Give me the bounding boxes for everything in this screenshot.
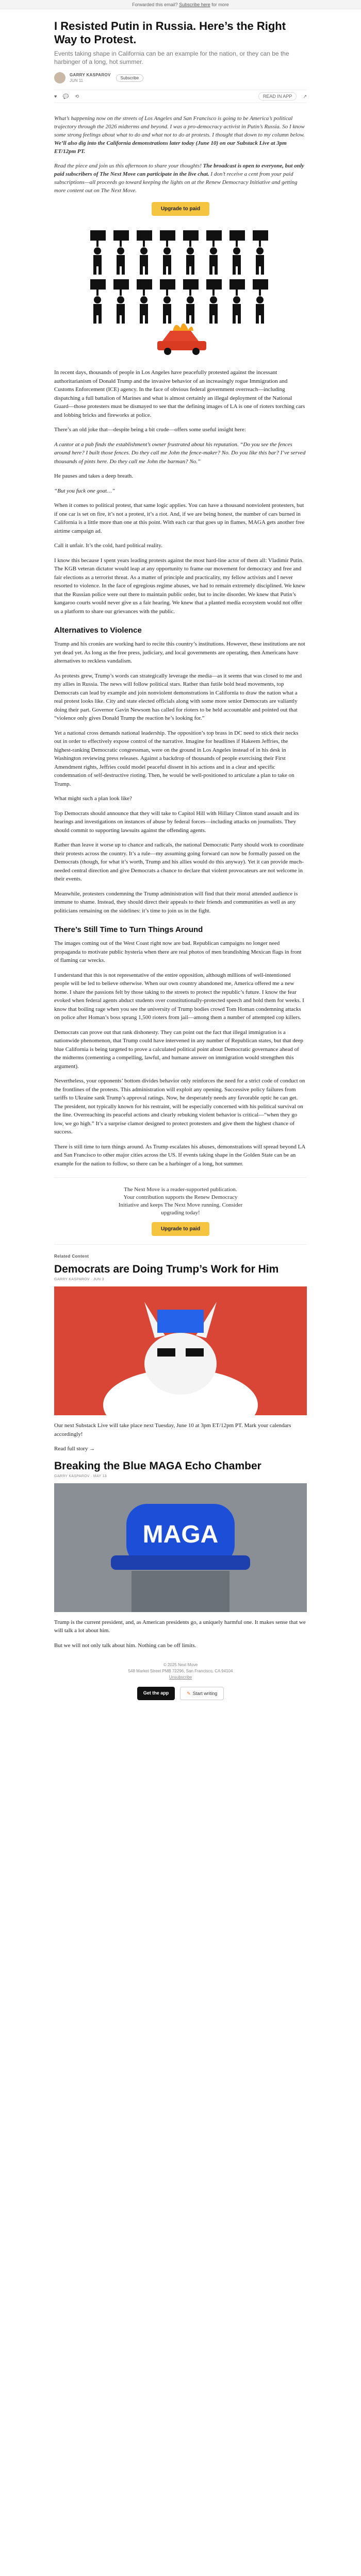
get-app-button[interactable]: Get the app <box>137 1687 175 1700</box>
paragraph-3: He pauses and takes a deep breath. <box>54 473 134 479</box>
start-writing-label: Start writing <box>192 1691 218 1696</box>
paragraph-14: The images coming out of the West Coast right now are bad. Republican campaigns no longer need propaganda to motivate public hysteria when there are real photos of men brandishing Mexican flags in front of flaming car wrecks. <box>54 940 302 963</box>
paragraph-13: Meanwhile, protesters condemning the Trump administration will find that their moral attended audience is immune to shame. Instead, they should direct their appeals to their friends and communities as well as any politicians remaining on the sidelines: it’s time to join us in the fight. <box>54 890 298 914</box>
related-item-2[interactable] <box>54 1460 307 1650</box>
subscribe-link[interactable]: Subscribe here <box>179 2 210 7</box>
paragraph-8: As protests grew, Trump’s words can strategically leverage the media—as it seems that was closed to me and my allies in Russia. The news will follow political stars. Rather than futile bold head movements, top Democrats can lead by example and join nonviolent demonstrations in California to draw the nation what a real protest looks like. City and state elected officials along with some more senior Democrats are valiantly doing their part. Governor Gavin Newsom has called for rioters to be held accountable and pointed out that “violence only gives Donald Trump the reaction he’s looking for.” <box>54 672 302 721</box>
subscribe-button[interactable]: Subscribe <box>116 74 144 82</box>
paragraph-17: Nevertheless, your opponents’ bottom divides behavior only reinforces the need for a strict code of conduct on the frontlines of the protests. This administration will exploit any opening. Successive policy failures from tariffs to Ukraine sank Trump’s approval ratings. Now, he desperately needs any favorable optic he can get. The president, not typically known for his restraint, will be especially concerned with his political survival on the line. Overreaching its peaceful actions and clearly rebuking violent behavior is critical—“when they go low, we go high.” It’s a surprise clamor designed to protect protesters and give them the highest chance of success. <box>54 1078 305 1135</box>
read-in-app-button[interactable]: READ IN APP <box>258 92 297 100</box>
upgrade-button[interactable]: Upgrade to paid <box>152 202 209 216</box>
author-name[interactable]: GARRY KASPAROV <box>70 73 111 77</box>
related-title-2[interactable]: Breaking the Blue MAGA Echo Chamber <box>54 1460 261 1472</box>
author-avatar[interactable] <box>54 72 65 83</box>
unsubscribe-link[interactable]: Unsubscribe <box>169 1675 192 1680</box>
paragraph-6: I know this because I spent years leading protests against the most hard-line actor of them all: Vladimir Putin. The KGB veteran dictator would leap at any opportunity to frame our movement for democracy and free and fair elections as a terrorist threat. As a matter of principle and practicality, my fellow activists and I never resorted to violence. In the face of egregious regime abuses, we had to remain extremely disciplined. We knew that the Russian police were out there to maintain public order, but to incite disorder. We knew that Putin’s kangaroo courts would never give us a fair hearing. We knew that a planted media ecosystem would not offer us a platform to share our grievances with the public. <box>54 557 306 615</box>
donkey-head <box>144 1333 217 1395</box>
sunglasses-left <box>157 1348 175 1357</box>
comment-icon: 💬 <box>63 93 69 99</box>
restack-icon: ⟲ <box>75 93 79 99</box>
byline <box>54 72 307 83</box>
post-subtitle: Events taking shape in California can be an example for the nation, or they can be the harbinger of a long, hot summer. <box>54 50 289 65</box>
subscription-promo <box>54 1177 307 1245</box>
forward-banner <box>0 0 361 9</box>
post-title: I Resisted Putin in Russia. Here’s the Right Way to Protest. <box>54 20 286 46</box>
intro-bold-2: The broadcast is open to everyone, but only paid subscribers of The Next Move can participate in the live chat. <box>54 163 304 177</box>
related-image-1[interactable] <box>54 1286 307 1415</box>
paragraph-punchline: “But you fuck one goat…” <box>54 487 115 494</box>
forward-text: Forwarded this email? <box>132 2 178 7</box>
intro-paragraph-1 <box>54 114 307 156</box>
paragraph-2: There’s an old joke that—despite being a bit crude—offers some useful insight here: <box>54 427 246 433</box>
sunglasses-right <box>186 1348 204 1357</box>
section-heading-alternatives: Alternatives to Violence <box>54 626 142 635</box>
restack-button[interactable] <box>75 94 79 99</box>
intro-text-3: I don’t receive a cent from your paid subscriptions—all proceeds go toward keeping the lights on at the Renew Democracy Initiative and getting more content out on The Next Move. <box>54 171 298 194</box>
footer-buttons <box>54 1687 307 1700</box>
promo-line-3: Initiative and keeps The Next Move running. Consider <box>118 1202 243 1208</box>
footer <box>54 1662 307 1700</box>
intro-note <box>54 114 307 195</box>
related-sub-2: But we will not only talk about him. Nothing can be off limits. <box>54 1642 196 1649</box>
related-item-1[interactable] <box>54 1263 307 1453</box>
burning-car <box>157 324 206 355</box>
paragraph-joke: A cantor at a pub finds the establishment’s owner frustrated about his reputation. “Do you see the fences around here? I built those fences. Do they call me John the fence-maker? No. Do you like this bar? I’ve served thousands of pints here. Do they call me John the barman? No.” <box>54 441 306 465</box>
promo-line-4: upgrading today! <box>161 1210 200 1216</box>
intro-text-1: What’s happening now on the streets of Los Angeles and San Francisco is going to be America’s political trajectory through the 2026 midterms and beyond. I was a pro-democracy activist in Putin’s Russia. So I know some strong feelings about what to do and what not to do at protests. I thought that down to my column below. <box>54 115 305 138</box>
share-icon[interactable]: ↗ <box>303 93 307 99</box>
footer-address: 548 Market Street PMB 72296, San Francisco, CA 94104 <box>128 1669 233 1673</box>
paragraph-9: Yet a national cross demands national leadership. The opposition’s top brass in DC need to stick their necks out in order to effectively expose control of the narrative. Imagine for headlines if Hakeem Jeffries, the highest-ranking Democratic congressman, were on the ground in Los Angeles instead of in his desk in Washington reviewing press releases. Against a backdrop of thousands of people exercising their First Amendment rights, Jeffries could model peaceful dissent in his actions and in a clear and specific condemnation of self-destructive rioting. Then, he would be well-positioned to articulate a plan to take on Trump. <box>54 730 299 787</box>
intro-paragraph-2 <box>54 162 307 195</box>
paragraph-7: Trump and his cronies are working hard to recite this country’s institutions. However, these institutions are not yet dead yet. As long as the free press, judiciary, and local governments are operating, then Americans have alternatives to reckless vandalism. <box>54 641 305 664</box>
related-title-1[interactable]: Democrats are Doing Trump’s Work for Him <box>54 1263 279 1275</box>
heart-icon: ♥ <box>54 94 57 99</box>
pencil-icon: ✎ <box>187 1691 191 1696</box>
hat-brim <box>111 1555 250 1570</box>
hat-lettering: MAGA <box>142 1520 219 1548</box>
intro-text-2: Read the piece and join us this afternoon to share your thoughts! <box>54 163 202 169</box>
related-content-label: Related Content <box>54 1254 89 1259</box>
forward-suffix: for more <box>211 2 229 7</box>
paragraph-11: Top Democrats should announce that they will take to Capitol Hill with Hillary Clinton stand assault and its hearings and investigations on instances of abuse by federal forces—including attacks on journalists. They should commit to supporting lawsuits against the offending agents. <box>54 810 299 834</box>
intro-bold-1: We’ll also dig into the California demonstrations later today (June 10) on our Substack Live at 3pm ET/12pm PT. <box>54 140 287 155</box>
related-sub-1[interactable]: Read full story → <box>54 1446 95 1452</box>
like-button[interactable] <box>54 94 57 99</box>
paragraph-16: Democrats can prove out that rank dishonesty. They can point out the fact that illegal immigration is a nationwide phenomenon, that Trump could have intervened in any number of Republican states, but that deep blue California is being targeted to prove a calculated political point about Democratic governance ahead of the midterms (cementing a compelling, lawful, and humane answer on immigration would strengthen this argument). <box>54 1029 303 1070</box>
protester-figure-row-2 <box>90 279 268 324</box>
byline-meta <box>70 72 111 83</box>
paragraph-10: What might such a plan look like? <box>54 795 132 802</box>
protest-illustration <box>54 225 307 359</box>
related-excerpt-2: Trump is the current president, and, as American presidents go, a uniquely harmful one. It makes sense that we will talk a lot about him. <box>54 1619 306 1634</box>
promo-line-2: Your contribution supports the Renew Democracy <box>123 1194 238 1200</box>
related-image-2[interactable] <box>54 1483 307 1612</box>
promo-line-1: The Next Move is a reader-supported publication. <box>124 1187 237 1193</box>
comment-button[interactable] <box>63 94 69 99</box>
person-silhouette <box>132 1571 229 1612</box>
post-container <box>54 9 307 1721</box>
related-excerpt-1: Our next Substack Live will take place next Tuesday, June 10 at 3pm ET/12pm PT. Mark your calendars accordingly! <box>54 1422 291 1437</box>
blue-hat <box>157 1310 204 1333</box>
paragraph-1: In recent days, thousands of people in Los Angeles have peacefully protested against the incessant authoritarianism of Donald Trump and the invasive behavior of an increasingly rogue Immigration and Customs Enforcement (ICE) agency. In the face of obvious federal government overreach—including dispatching a full battalion of Marines and what is almost certainly an illegal deployment of the National Guard—those protesters must be dismayed to see that the defining images of LA is one of rioters torching cars and lobbing bricks and fireworks at police. <box>54 369 305 418</box>
paragraph-18: There is still time to turn things around. As Trump escalates his abuses, demonstrations will spread beyond LA and San Francisco to other major cities across the US. If events taking shape in the Golden State can be an example for the nation to follow, so there can be a harbinger of a long, hot summer. <box>54 1143 305 1167</box>
start-writing-button[interactable] <box>180 1687 224 1700</box>
footer-copyright: © 2025 Next Move <box>163 1663 198 1667</box>
post-date: JUN 11 <box>70 78 84 83</box>
protester-figures <box>90 230 268 324</box>
protester-figure-row-1 <box>90 230 268 275</box>
section-heading-still-time: There’s Still Time to Turn Things Around <box>54 925 203 934</box>
paragraph-4: When it comes to political protest, that same logic applies. You can have a thousand nonviolent protesters, but if one car is set on fire, it’s not a protest, it’s a riot. And, if we are being honest, the number of cars burned in California is a little more than one at this point. With each car that goes up in flames, MAGA gets another free airtime campaign ad. <box>54 502 305 534</box>
paragraph-12: Rather than leave it worse up to chance and radicals, the national Democratic Party should work to coordinate their protests across the country. It’s a rule—my assuming going forward can now be formally passed on the Democrats (though, for what it’s worth, Trump and his allies would do this anyway). Yet it can provide much-needed central direction and give Democrats a chance to declare that violent provocateurs are not welcome in their events. <box>54 842 304 882</box>
post-actions-bar <box>54 90 307 103</box>
promo-upgrade-button[interactable]: Upgrade to paid <box>152 1222 209 1236</box>
related-meta-2: GARRY KASPAROV · MAY 13 <box>54 1474 107 1478</box>
paragraph-15: I understand that this is not representative of the entire opposition, although millions of well-intentioned people will be led to believe otherwise. When our own country abandoned me, America offered me a new home. I share the passions felt by those taking to the streets to protect the republic’s future. I know the fear evoked when federal agents abduct students over constitutionally-protected speech and hold them for weeks. I know that boiling rage when you see the university of Trump bodies crowd Tom Homan condemning attacks on police after Homan’s boss sprang 1,500 rioters from jail—among them a number of attempted cop killers. <box>54 972 304 1021</box>
intro-cta <box>54 202 307 216</box>
related-meta-1: GARRY KASPAROV · JUN 3 <box>54 1278 104 1281</box>
paragraph-5: Call it unfair. It’s the cold, hard political reality. <box>54 543 162 549</box>
